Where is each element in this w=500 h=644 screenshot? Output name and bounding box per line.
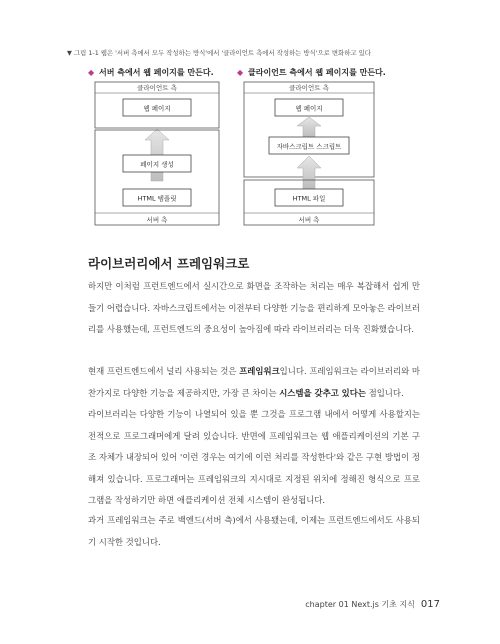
- chapter-label: chapter 01 Next.js 기초 지식: [305, 600, 415, 609]
- figure-caption: ▼ 그림 1-1 웹은 '서버 측에서 모두 작성하는 방식'에서 '클라이언트 측에서 작성하는 방식'으로 변화하고 있다: [67, 49, 371, 57]
- right-web-page-label: 웹 페이지: [295, 104, 323, 113]
- left-page-gen-label: 페이지 생성: [140, 160, 174, 169]
- figure-diagram: [0, 0, 500, 240]
- left-web-page-label: 웹 페이지: [143, 104, 171, 113]
- right-bullet: ◆: [237, 68, 244, 77]
- right-html-file-label: HTML 파일: [292, 194, 326, 203]
- paragraph-2-bold-system: 시스템을 갖추고 있다는: [279, 387, 366, 398]
- paragraph-1: 하지만 이처럼 프런트엔드에서 실시간으로 화면을 조작하는 처리는 매우 복잡해서 쉽게 만들기 어렵습니다. 자바스크립트에서는 이전부터 다양한 기능을 편리하게 모아놓은 라이브러리를 사용했는데, 프런트엔드의 중요성이 높아짐에 따라 라이브러리는 더욱 진화했습니다.: [88, 281, 420, 335]
- paragraph-4: 과거 프레임워크는 주로 백엔드(서버 측)에서 사용됐는데, 이제는 프런트엔드에서도 사용되기 시작한 것입니다.: [88, 515, 420, 547]
- left-html-template-label: HTML 템플릿: [137, 194, 177, 203]
- paragraph-2: [88, 361, 420, 404]
- right-diagram: [237, 67, 386, 225]
- paragraph-2-bold-framework: 프레임워크: [239, 366, 280, 376]
- left-bullet: ◆: [88, 68, 95, 77]
- left-client-label: 클라이언트 측: [137, 84, 177, 92]
- right-diagram-title: 클라이언트 측에서 웹 페이지를 만든다.: [248, 68, 386, 77]
- paragraph-3: 라이브러리는 다양한 기능이 나열되어 있을 뿐 그것을 프로그램 내에서 어떻게 사용할지는 전적으로 프로그래머에게 달려 있습니다. 반면에 프레임워크는 웹 애플리케이션의 기본 구조 자체가 내장되어 있어 '이런 경우는 여기에 이런 처리를 작성한다'와 같은 구현 방법이 정해져 있습니다. 프로그래머는 프레임워크의 지시대로 지정된 위치에 정해진 형식으로 프로그램을 작성하기만 하면 애플리케이션 전체 시스템이 완성됩니다.: [88, 409, 420, 506]
- right-client-label: 클라이언트 측: [289, 84, 329, 92]
- left-diagram: [88, 67, 219, 225]
- left-server-label: 서버 측: [146, 216, 168, 224]
- page-footer: [300, 599, 440, 610]
- paragraph-2-text-c: 입니다. 프레임워크는 라이브러리와 마찬가지로 다양한 기능을 제공하지만, 가장 큰 차이는: [88, 366, 420, 398]
- paragraph-2-text-d: 점입니다.: [365, 387, 404, 398]
- left-diagram-title: 서버 측에서 웹 페이지를 만든다.: [99, 68, 214, 77]
- paragraph-2-text-a: 현재 프런트엔드에서 널리 사용되는 것은: [88, 366, 240, 376]
- right-javascript-label: 자바스크립트 스크립트: [276, 142, 342, 151]
- section-heading: 라이브러리에서 프레임워크로: [88, 256, 250, 271]
- page-number: 017: [420, 599, 440, 610]
- right-server-label: 서버 측: [298, 216, 320, 224]
